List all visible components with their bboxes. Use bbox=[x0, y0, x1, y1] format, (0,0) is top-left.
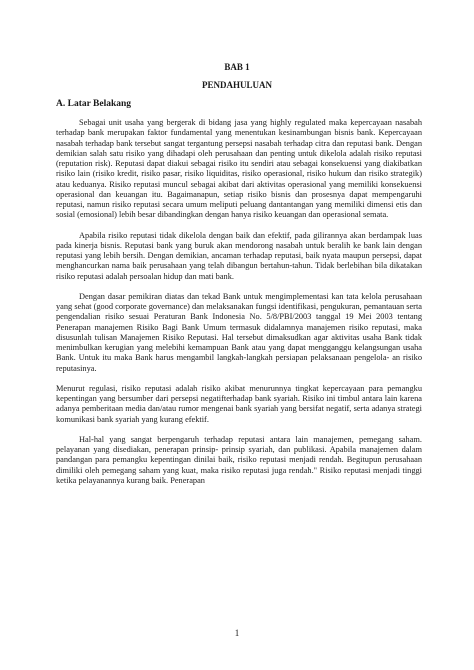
chapter-number: BAB 1 bbox=[224, 62, 250, 72]
paragraph-2: Apabila risiko reputasi tidak dikelola dengan baik dan efektif, pada gilirannya akan berdampak luas pada kinerja bisnis. Reputasi bank yang buruk akan mendorong nasabah untuk beralih ke bank lain dengan reputasi yang lebih bersih. Dengan demikian, ancaman terhadap reputasi, baik nyata maupun persepsi, dapat menghancurkan nama baik perusahaan yang telah dibangun bertahun-tahun. Tidak berlebihan bila dikatakan risiko reputasi adalah persoalan hidup dan mati bank. bbox=[56, 230, 422, 281]
section-heading: A. Latar Belakang bbox=[56, 99, 132, 109]
chapter-title: PENDAHULUAN bbox=[201, 80, 272, 90]
paragraph-1: Sebagai unit usaha yang bergerak di bidang jasa yang highly regulated maka kepercayaan nasabah terhadap bank merupakan faktor fundamental yang menentukan kesinambungan bisnis bank. Kepercayaan nasabah terhadap bank tersebut sangat tergantung persepsi nasabah terhadap citra dan reputasi bank. Dengan demikian salah satu risiko yang dihadapi oleh perusahaan dan penting untuk dikelola adalah risiko reputasi (reputation risk). Reputasi dapat diakui sebagai risiko itu sendiri atau sebagai konsekuensi yang diakibatkan risiko lain (risiko kredit, risiko pasar, risiko liquiditas, risiko operasional, risiko hukum dan risiko strategik) atau keduanya. Risiko reputasi muncul sebagai akibat dari aktivitas operasional yang memiliki konsekuensi operasional dan keuangan itu. Bagaimanapun, setiap risiko bisnis dan prosesnya dapat mempengaruhi reputasi, namun risiko reputasi secara umum meliputi peluang dantantangan yang memiliki dimensi etis dan sosial (emosional) lebih besar dibandingkan dengan hanya risiko keuangan dan operasional semata. bbox=[56, 118, 422, 220]
paragraph-4: Menurut regulasi, risiko reputasi adalah risiko akibat menurunnya tingkat kepercayaan para pemangku kepentingan yang bersumber dari persepsi negatifterhadap bank syariah. Risiko ini timbul antara lain karena adanya pemberitaan media dan/atau rumor mengenai bank syariah yang bersifat negatif, serta adanya strategi komunikasi bank syariah yang kurang efektif. bbox=[56, 383, 422, 424]
body-text bbox=[56, 118, 422, 496]
paragraph-5: Hal-hal yang sangat berpengaruh terhadap reputasi antara lain manajemen, pemegang saham. pelayanan yang disediakan, penerapan prinsip- prinsip syariah, dan publikasi. Apabila manajemen dalam pandangan para pemangku kepentingan dinilai baik, risiko reputasi menjadi rendah. Begitupun perusahaan dimiliki oleh pemegang saham yang kuat, maka risiko reputasi juga rendah." Risiko reputasi menjadi tinggi ketika pelayanannya kurang baik. Penerapan bbox=[56, 434, 422, 485]
page-number: 1 bbox=[234, 628, 240, 638]
paragraph-3: Dengan dasar pemikiran diatas dan tekad Bank untuk mengimplementasi kan tata kelola perusahaan yang sehat (good corporate governance) dan melaksanakan fungsi identifikasi, pengukuran, pemantauan serta pengendalian risiko sesuai Peraturan Bank Indonesia No. 5/8/PBI/2003 tanggal 19 Mei 2003 tentang Penerapan manajemen Risiko Bagi Bank Umum termasuk didalamnya manajemen risiko reputasi, maka disusunlah tulisan Manajemen Risiko Reputasi. Hal tersebut dimaksudkan agar aktivitas usaha Bank tidak menimbulkan kerugian yang melebihi kemampuan Bank atau yang dapat mengganggu kelangsungan usaha Bank. Untuk itu maka Bank harus mengambil langkah-langkah persiapan pelaksanaan pengelola- an risiko reputasinya. bbox=[56, 291, 422, 373]
